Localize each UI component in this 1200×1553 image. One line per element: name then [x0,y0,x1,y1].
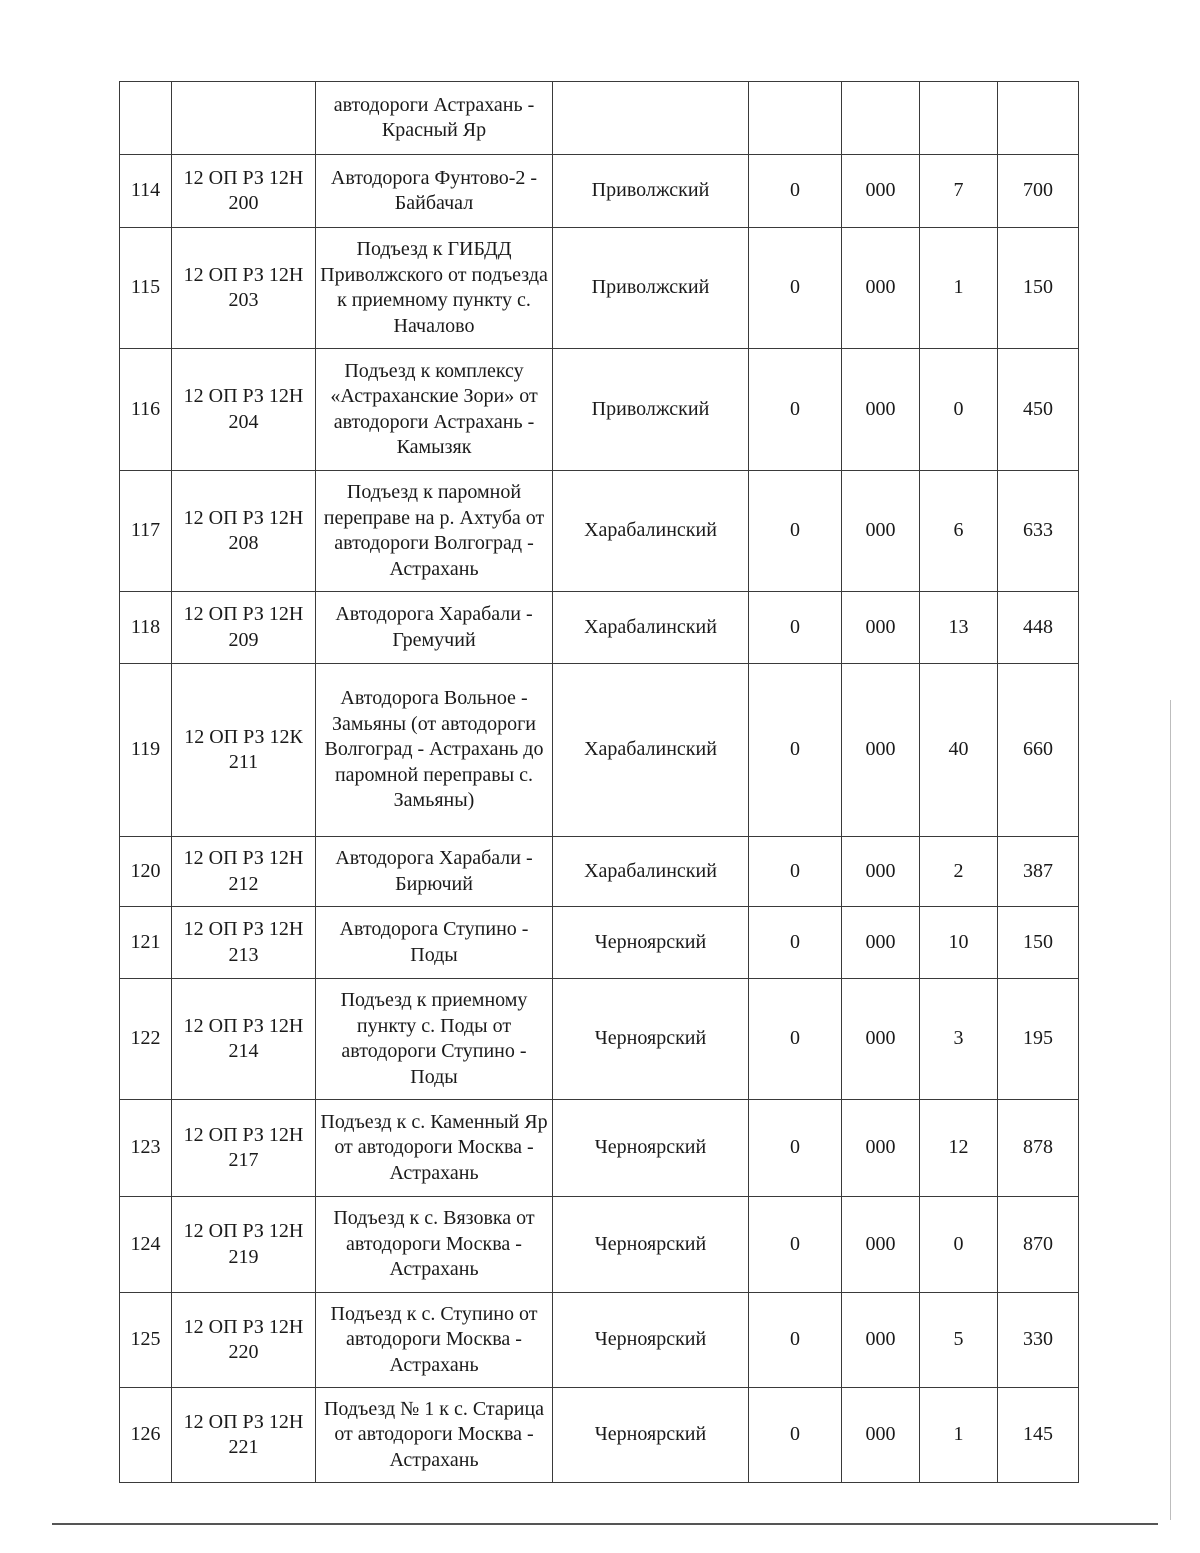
road-name: Автодорога Фунтово-2 - Байбачал [316,155,553,228]
start-km: 0 [749,155,842,228]
row-number: 115 [120,228,172,349]
end-km [920,82,998,155]
start-km: 0 [749,979,842,1100]
roads-table [119,81,1079,1483]
start-km: 0 [749,664,842,837]
page-bottom-rule [52,1523,1158,1525]
table-row [120,1100,1079,1197]
district: Черноярский [553,1197,749,1293]
end-m: 448 [998,592,1079,664]
district: Черноярский [553,1388,749,1483]
row-number: 116 [120,349,172,471]
table-row [120,979,1079,1100]
road-name: Подъезд к с. Ступино от автодороги Москва - Астрахань [316,1293,553,1388]
end-m: 150 [998,907,1079,979]
end-km: 12 [920,1100,998,1197]
end-km: 2 [920,837,998,907]
start-m: 000 [842,592,920,664]
row-number: 122 [120,979,172,1100]
end-m: 330 [998,1293,1079,1388]
start-m: 000 [842,1197,920,1293]
road-name: Автодорога Харабали - Бирючий [316,837,553,907]
end-m [998,82,1079,155]
road-code: 12 ОП РЗ 12Н 221 [172,1388,316,1483]
start-km: 0 [749,907,842,979]
district: Харабалинский [553,471,749,592]
start-m: 000 [842,664,920,837]
road-code: 12 ОП РЗ 12Н 214 [172,979,316,1100]
table-row [120,837,1079,907]
end-km: 13 [920,592,998,664]
start-m: 000 [842,979,920,1100]
start-m: 000 [842,349,920,471]
road-code: 12 ОП РЗ 12Н 209 [172,592,316,664]
road-code: 12 ОП РЗ 12Н 219 [172,1197,316,1293]
road-code: 12 ОП РЗ 12Н 213 [172,907,316,979]
road-name: Автодорога Харабали - Гремучий [316,592,553,664]
row-number [120,82,172,155]
start-m: 000 [842,1100,920,1197]
road-code: 12 ОП РЗ 12Н 200 [172,155,316,228]
end-km: 5 [920,1293,998,1388]
end-km: 3 [920,979,998,1100]
table-row [120,907,1079,979]
row-number: 126 [120,1388,172,1483]
start-m: 000 [842,1293,920,1388]
row-number: 119 [120,664,172,837]
start-km: 0 [749,228,842,349]
end-m: 145 [998,1388,1079,1483]
row-number: 117 [120,471,172,592]
end-km: 6 [920,471,998,592]
table-row [120,1197,1079,1293]
end-km: 1 [920,1388,998,1483]
start-m [842,82,920,155]
table-row [120,1293,1079,1388]
start-m: 000 [842,1388,920,1483]
start-m: 000 [842,155,920,228]
end-m: 195 [998,979,1079,1100]
road-name: Автодорога Ступино - Поды [316,907,553,979]
road-name: Подъезд к ГИБДД Приволжского от подъезда к приемному пункту с. Началово [316,228,553,349]
road-code: 12 ОП РЗ 12К 211 [172,664,316,837]
district: Черноярский [553,907,749,979]
road-code: 12 ОП РЗ 12Н 208 [172,471,316,592]
road-name: Подъезд к комплексу «Астраханские Зори» от автодороги Астрахань - Камызяк [316,349,553,471]
district: Черноярский [553,1293,749,1388]
end-m: 700 [998,155,1079,228]
row-number: 114 [120,155,172,228]
district: Черноярский [553,1100,749,1197]
table-row [120,471,1079,592]
table-row [120,228,1079,349]
end-m: 878 [998,1100,1079,1197]
table-row [120,592,1079,664]
roads-table-body [120,82,1079,1483]
table-row [120,82,1079,155]
row-number: 120 [120,837,172,907]
end-m: 633 [998,471,1079,592]
table-row [120,1388,1079,1483]
road-code: 12 ОП РЗ 12Н 220 [172,1293,316,1388]
start-m: 000 [842,837,920,907]
end-km: 0 [920,1197,998,1293]
district: Приволжский [553,155,749,228]
district: Приволжский [553,228,749,349]
end-km: 7 [920,155,998,228]
district: Черноярский [553,979,749,1100]
road-name: Подъезд к приемному пункту с. Поды от автодороги Ступино - Поды [316,979,553,1100]
end-km: 10 [920,907,998,979]
road-name: автодороги Астрахань - Красный Яр [316,82,553,155]
start-m: 000 [842,907,920,979]
start-km: 0 [749,1388,842,1483]
end-m: 387 [998,837,1079,907]
end-m: 660 [998,664,1079,837]
end-m: 870 [998,1197,1079,1293]
road-code: 12 ОП РЗ 12Н 204 [172,349,316,471]
road-name: Автодорога Вольное - Замьяны (от автодороги Волгоград - Астрахань до паромной переправы с. Замьяны) [316,664,553,837]
end-km: 0 [920,349,998,471]
start-m: 000 [842,228,920,349]
start-km: 0 [749,349,842,471]
table-row [120,664,1079,837]
row-number: 125 [120,1293,172,1388]
end-km: 40 [920,664,998,837]
road-name: Подъезд к с. Вязовка от автодороги Москва - Астрахань [316,1197,553,1293]
district: Харабалинский [553,592,749,664]
row-number: 124 [120,1197,172,1293]
road-code: 12 ОП РЗ 12Н 203 [172,228,316,349]
row-number: 118 [120,592,172,664]
district: Приволжский [553,349,749,471]
scan-edge-line [1170,700,1171,1520]
table-row [120,155,1079,228]
start-km: 0 [749,592,842,664]
row-number: 121 [120,907,172,979]
start-km: 0 [749,471,842,592]
end-m: 150 [998,228,1079,349]
end-km: 1 [920,228,998,349]
start-m: 000 [842,471,920,592]
district: Харабалинский [553,664,749,837]
district [553,82,749,155]
start-km: 0 [749,1100,842,1197]
road-code [172,82,316,155]
road-name: Подъезд к с. Каменный Яр от автодороги Москва - Астрахань [316,1100,553,1197]
start-km: 0 [749,837,842,907]
road-name: Подъезд к паромной переправе на р. Ахтуба от автодороги Волгоград - Астрахань [316,471,553,592]
road-code: 12 ОП РЗ 12Н 217 [172,1100,316,1197]
table-row [120,349,1079,471]
road-name: Подъезд № 1 к с. Старица от автодороги Москва - Астрахань [316,1388,553,1483]
start-km: 0 [749,1197,842,1293]
start-km [749,82,842,155]
road-code: 12 ОП РЗ 12Н 212 [172,837,316,907]
row-number: 123 [120,1100,172,1197]
start-km: 0 [749,1293,842,1388]
end-m: 450 [998,349,1079,471]
district: Харабалинский [553,837,749,907]
